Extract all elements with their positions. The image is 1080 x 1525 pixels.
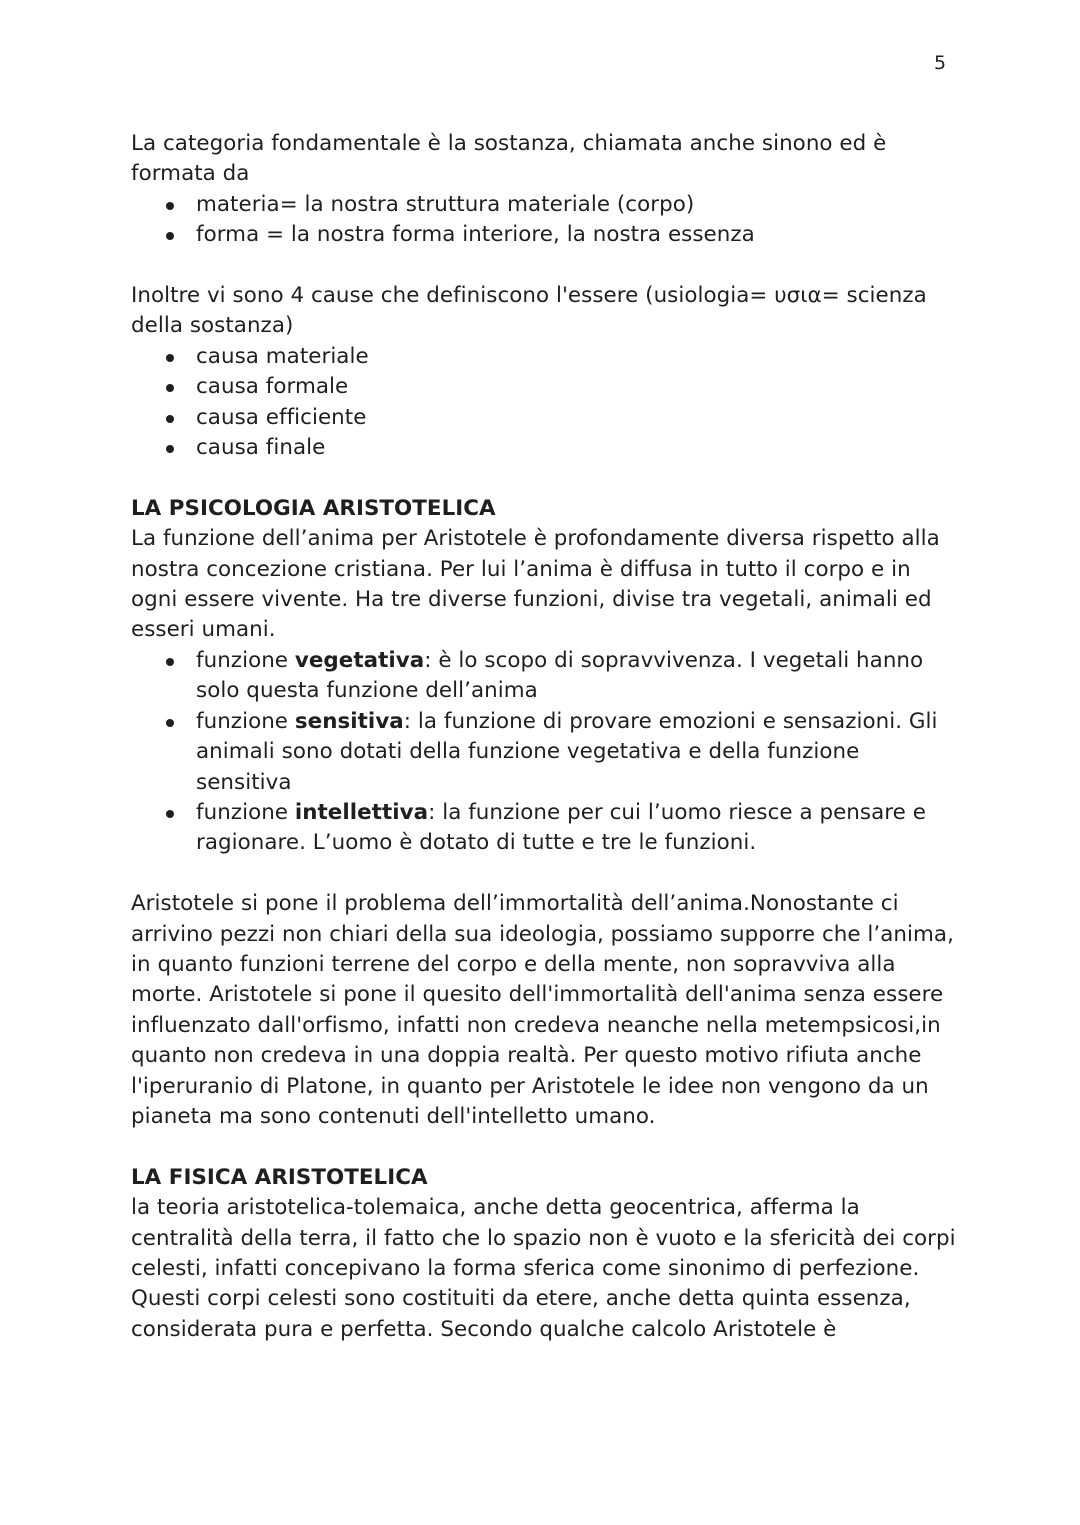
psicologia-paragraph: La funzione dell’anima per Aristotele è profondamente diversa rispetto alla nostra concezione cristiana. Per lui l’anima è diffusa in tutto il corpo e in ogni essere vivente. Ha tre diverse funzioni, divise tra vegetali, animali ed esseri umani. — [131, 526, 940, 643]
causes-paragraph: Inoltre vi sono 4 cause che definiscono l'essere (usiologia= υσια= scienza della sostanza) — [131, 283, 927, 339]
list-item: causa finale — [196, 433, 961, 463]
list-item: funzione intellettiva: la funzione per cui l’uomo riesce a pensare e ragionare. L’uomo è dotato di tutte e tre le funzioni. — [196, 798, 961, 859]
list-item: materia= la nostra struttura materiale (corpo) — [196, 190, 961, 220]
substance-list — [131, 190, 961, 251]
causes-list — [131, 342, 961, 464]
fisica-paragraph: la teoria aristotelica-tolemaica, anche detta geocentrica, afferma la centralità della terra, il fatto che lo spazio non è vuoto e la sfericità dei corpi celesti, infatti concepivano la forma sferica come sinonimo di perfezione. Questi corpi celesti sono costituiti da etere, anche detta quinta essenza, considerata pura e perfetta. Secondo qualche calcolo Aristotele è — [131, 1195, 956, 1342]
soul-functions-list — [131, 646, 961, 859]
immortality-paragraph: Aristotele si pone il problema dell’immortalità dell’anima.Nonostante ci arrivino pezzi non chiari della sua ideologia, possiamo supporre che l’anima, in quanto funzioni terrene del corpo e della mente, non sopravviva alla morte. Aristotele si pone il quesito dell'immortalità dell'anima senza essere influenzato dall'orfismo, infatti non credeva neanche nella metempsicosi,in quanto non credeva in una doppia realtà. Per questo motivo rifiuta anche l'iperuranio di Platone, in quanto per Aristotele le idee non vengono da un pianeta ma sono contenuti dell'intelletto umano. — [131, 891, 954, 1129]
list-item: funzione vegetativa: è lo scopo di sopravvivenza. I vegetali hanno solo questa funzione dell’anima — [196, 646, 961, 707]
function-term: vegetativa — [294, 647, 425, 673]
list-item: causa materiale — [196, 342, 961, 372]
list-item: causa efficiente — [196, 403, 961, 433]
list-item: forma = la nostra forma interiore, la nostra essenza — [196, 220, 961, 250]
function-term: intellettiva — [294, 799, 429, 825]
section-heading-fisica: LA FISICA ARISTOTELICA — [131, 1164, 428, 1190]
section-heading-psicologia: LA PSICOLOGIA ARISTOTELICA — [131, 495, 496, 521]
document-body — [131, 129, 961, 1345]
page-number: 5 — [934, 52, 947, 74]
intro-paragraph: La categoria fondamentale è la sostanza, chiamata anche sinono ed è formata da — [131, 131, 887, 187]
list-item: causa formale — [196, 372, 961, 402]
function-term: sensitiva — [294, 708, 404, 734]
list-item: funzione sensitiva: la funzione di provare emozioni e sensazioni. Gli animali sono dotati della funzione vegetativa e della funzione sensitiva — [196, 707, 961, 798]
